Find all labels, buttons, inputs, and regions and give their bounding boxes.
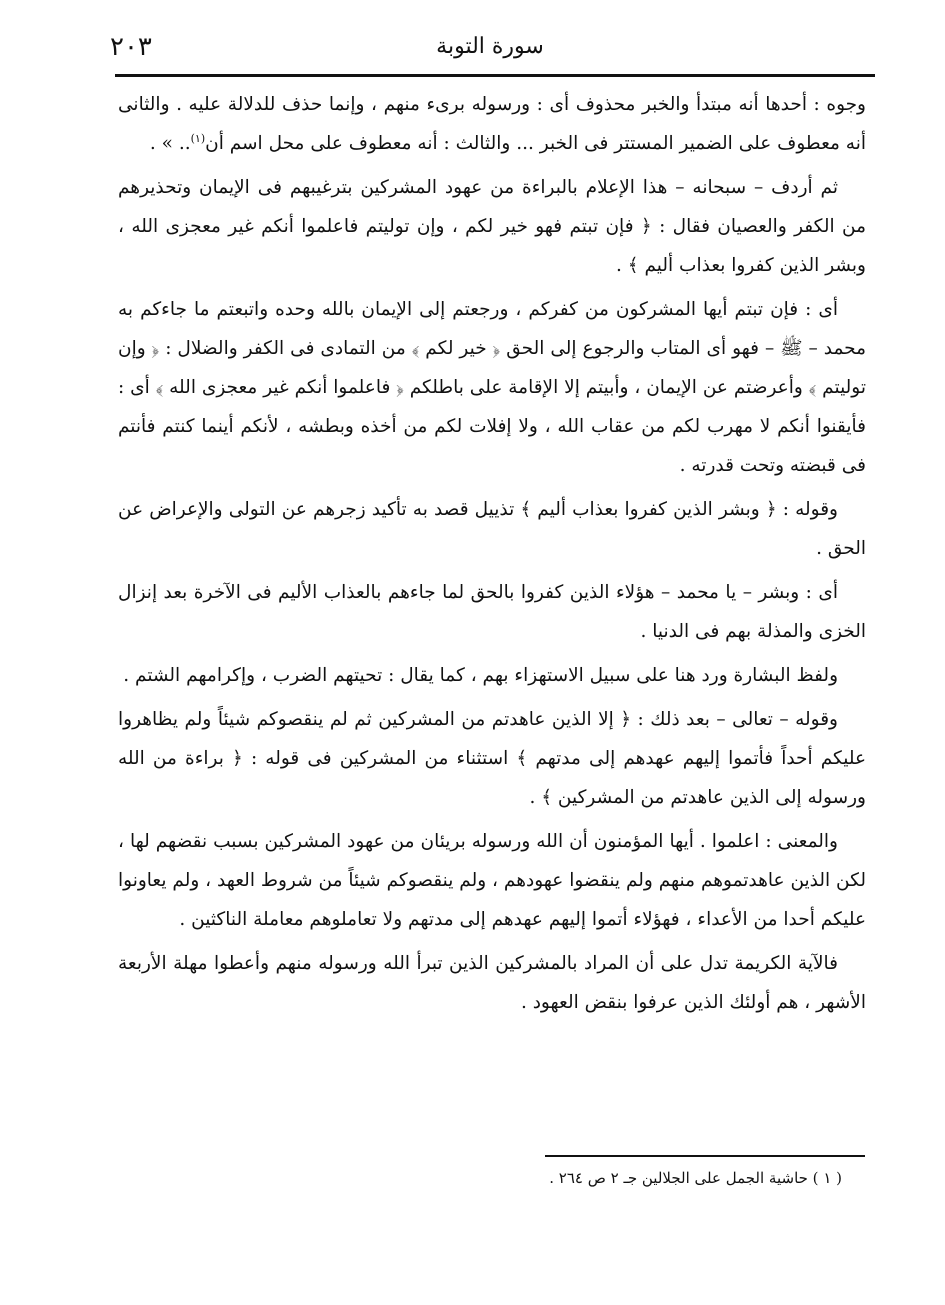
paragraph-6: ولفظ البشارة ورد هنا على سبيل الاستهزاء بهم ، كما يقال : تحيتهم الضرب ، وإكرامهم الشتم .: [123, 665, 838, 686]
paragraph-4: وقوله : ﴿ وبشر الذين كفروا بعذاب أليم ﴾ تذييل قصد به تأكيد زجرهم عن التولى والإعراض عن الحق .: [118, 499, 866, 559]
paragraph-7: وقوله – تعالى – بعد ذلك : ﴿ إلا الذين عاهدتم من المشركين ثم لم ينقصوكم شيئاً ولم يظاهروا عليكم أحداً فأتموا إليهم عهدهم إلى مدتهم ﴾ استثناء من المشركين فى قوله : ﴿ براءة من الله ورسوله إلى الذين عاهدتم من المشركين ﴾ .: [118, 709, 866, 808]
header-rule: [115, 74, 875, 77]
paragraph-1: [118, 85, 866, 163]
footnote-rule: [545, 1155, 865, 1157]
running-title: سورة التوبة: [436, 34, 544, 59]
paragraph-2: ثم أردف – سبحانه – هذا الإعلام بالبراءة من عهود المشركين بترغيبهم فى الإيمان وتحذيرهم من الكفر والعصيان فقال : ﴿ فإن تبتم فهو خير لكم ، وإن توليتم فاعلموا أنكم غير معجزى الله ، وبشر الذين كفروا بعذاب أليم ﴾ .: [118, 177, 866, 276]
paragraph-5: أى : وبشر – يا محمد – هؤلاء الذين كفروا بالحق لما جاءهم بالعذاب الأليم فى الآخرة بعد إنزال الخزى والمذلة بهم فى الدنيا .: [118, 582, 866, 642]
paragraph-9: فالآية الكريمة تدل على أن المراد بالمشركين الذين تبرأ الله ورسوله منهم وأعطوا مهلة الأربعة الأشهر ، هم أولئك الذين عرفوا بنقض العهود .: [118, 953, 866, 1013]
footnote: ( ١ ) حاشية الجمل على الجلالين جـ ٢ ص ٢٦٤ .: [549, 1169, 842, 1187]
paragraph-8: والمعنى : اعلموا . أيها المؤمنون أن الله ورسوله بريئان من عهود المشركين بسبب نقضهم لها ، لكن الذين عاهدتموهم منهم ولم ينقضوا عهودهم ، ولم ينقصوكم شيئاً من شروط العهد ، ولم يعاونوا عليكم أحدا من الأعداء ، فهؤلاء أتموا إليهم عهدهم إلى مدتهم ولا تعاملوهم معاملة الناكثين .: [118, 831, 866, 930]
paragraph-3: أى : فإن تبتم أيها المشركون من كفركم ، ورجعتم إلى الإيمان بالله وحده واتبعتم ما جاءكم به محمد – ﷺ – فهو أى المتاب والرجوع إلى الحق ﴿ خير لكم ﴾ من التمادى فى الكفر والضلال : ﴿ وإن توليتم ﴾ وأعرضتم عن الإيمان ، وأبيتم إلا الإقامة على باطلكم ﴿ فاعلموا أنكم غير معجزى الله ﴾ أى : فأيقنوا أنكم لا مهرب لكم من عقاب الله ، ولا إفلات لكم من أخذه وبطشه ، لأنكم أينما كنتم فأنتم فى قبضته وتحت قدرته .: [118, 299, 866, 476]
paragraph-1-tail: .. » .: [149, 133, 191, 154]
page-header: [110, 24, 870, 74]
body-text: [118, 85, 866, 1027]
paragraph-1-text: وجوه : أحدها أنه مبتدأ والخبر محذوف أى : ورسوله برىء منهم ، وإنما حذف للدلالة عليه . والثانى أنه معطوف على الضمير المستتر فى الخبر ... والثالث : أنه معطوف على محل اسم أن: [118, 94, 866, 154]
page-number: ٢٠٣: [110, 32, 152, 62]
footnote-marker: (١): [190, 131, 206, 145]
